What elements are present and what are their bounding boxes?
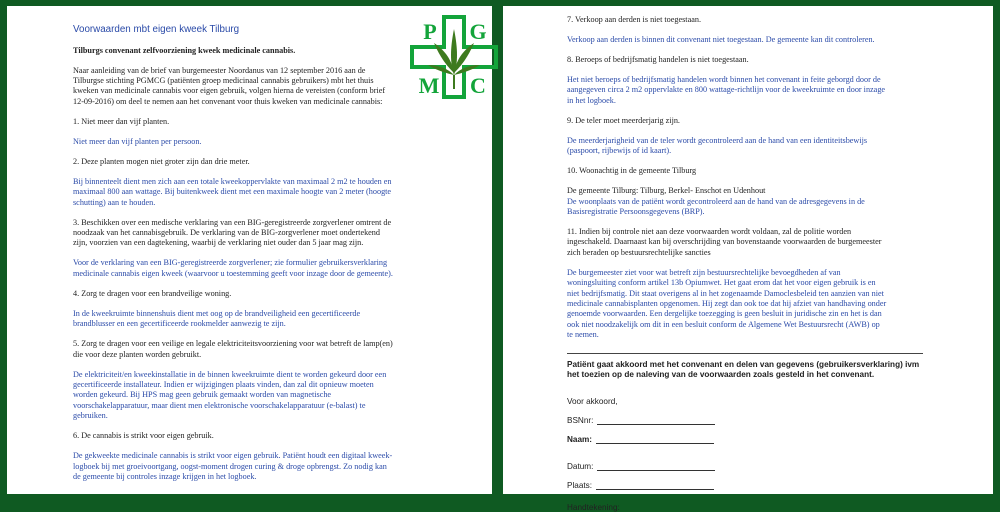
- condition-title: 6. De cannabis is strikt voor eigen gebruik.: [73, 431, 214, 441]
- document-page-right: [503, 6, 993, 512]
- condition-title-line: 11. Indien bij controle niet aan deze voorwaarden wordt voldaan, zal de politie worden: [567, 227, 852, 237]
- closing-line: medicinale cannabisplanten opgenomen. Hij zegt dan ook toe dat hij afziet van handhaving onder: [567, 299, 887, 309]
- condition-body-line: medicinale cannabis eigen kweek (waarvoor u toestemming geeft voor inzage door de gemeente).: [73, 268, 393, 278]
- datum-label: Datum:: [567, 461, 594, 471]
- condition-title-line: 5. Zorg te dragen voor een veilige en legale elektriciteitsvoorziening voor wat betreft de lamp(en): [73, 339, 393, 349]
- condition-title: 1. Niet meer dan vijf planten.: [73, 116, 170, 126]
- form-naam-row: [567, 425, 979, 444]
- document-page-left: [7, 6, 492, 494]
- condition-item-8: [567, 55, 979, 106]
- condition-body-line: gecertificeerde installateur. Indien er wijzigingen plaats vinden, dan zal dit opnieuw moeten: [73, 380, 374, 390]
- intro-line: 12-09-2016) om deel te nemen aan het convenant voor thuis kweken van medicinale cannabis:: [73, 96, 383, 106]
- condition-item-5: [73, 339, 478, 421]
- condition-body: [567, 75, 979, 106]
- condition-title-line: ingeschakeld. Daarnaast kan bij overschrijding van bovenstaande voorwaarden de burgemeester: [567, 237, 882, 247]
- document-heading: Voorwaarden mbt eigen kweek Tilburg: [73, 24, 240, 35]
- plaats-label: Plaats:: [567, 480, 593, 490]
- agreement-line: Patiënt gaat akkoord met het convenant en delen van gegevens (gebruikersverklaring) ivm: [567, 359, 920, 369]
- condition-body-line: aangegeven circa 2 m2 oppervlakte en 800 wattage-richtlijn voor de kweekruimte en door inzage: [567, 85, 886, 95]
- pgmc-cross-logo: [410, 15, 498, 99]
- closing-paragraph: [567, 268, 979, 341]
- intro-line: Tilburgse stichting PGMCG (patiënten groep medicinaal cannabis gebruikers) mbt het thuis: [73, 76, 374, 85]
- closing-line: ook niet noodzakelijk om dit in een besluit conform de Algemene Wet Bestuursrecht (AWB) op: [567, 319, 880, 329]
- intro-line: Naar aanleiding van de brief van burgemeester Noordanus van 12 september 2016 aan de: [73, 65, 366, 75]
- condition-title: 10. Woonachtig in de gemeente Tilburg: [567, 166, 697, 176]
- condition-title: 2. Deze planten mogen niet groter zijn dan drie meter.: [73, 156, 250, 166]
- condition-title: 4. Zorg te dragen voor een brandveilige woning.: [73, 288, 232, 298]
- condition-title: 7. Verkoop aan derden is niet toegestaan.: [567, 15, 701, 24]
- condition-body-line: De woonplaats van de patiënt wordt gecontroleerd aan de hand van de adresgegevens in de: [567, 196, 865, 206]
- condition-title-line: noodzaak van het cannabisgebruik. De verklaring van de BIG-zorgverlener moet ondertekend: [73, 228, 380, 238]
- condition-item-4: [73, 289, 478, 330]
- divider: [567, 353, 923, 354]
- condition-body: [73, 309, 478, 330]
- condition-item-2: [73, 157, 478, 208]
- bsn-field[interactable]: [597, 417, 715, 425]
- condition-item-1: [73, 117, 478, 147]
- condition-body: [73, 177, 478, 208]
- condition-title-line: zich beraden op bestuursrechtelijke sancties: [567, 247, 711, 257]
- condition-body-line: Het niet beroeps of bedrijfsmatig handelen wordt binnen het convenant in feite geborgd door de: [567, 75, 881, 84]
- condition-item-3: [73, 218, 478, 280]
- condition-body-line: gebruiken.: [73, 411, 108, 421]
- condition-title: 8. Beroeps of bedrijfsmatig handelen is niet toegestaan.: [567, 55, 749, 64]
- condition-body-line: logboek bij met groeivoortgang, oogst-moment drogen curing & droge opbrengst. Zo nodig kan: [73, 461, 387, 471]
- datum-field[interactable]: [597, 463, 715, 471]
- condition-item-10: [567, 166, 979, 217]
- form-handtekening-row: [567, 490, 979, 512]
- municipality-subtitle: De gemeente Tilburg: Tilburg, Berkel- Enschot en Udenhout: [567, 186, 766, 196]
- naam-field[interactable]: [596, 436, 714, 444]
- condition-body: [73, 370, 478, 422]
- condition-body-line: schutting) aan te houden.: [73, 197, 156, 207]
- voor-akkoord-label: Voor akkoord,: [567, 396, 618, 406]
- condition-body-line: In de kweekruimte binnenshuis dient met oog op de brandveiligheid een gecertificeerde: [73, 308, 361, 318]
- condition-body: Niet meer dan vijf planten per persoon.: [73, 136, 202, 146]
- condition-body: Verkoop aan derden is binnen dit convenant niet toegestaan. De gemeente kan dit controleren.: [567, 35, 875, 44]
- condition-body-line: Voor de verklaring van een BIG-geregistreerde zorgverlener; zie formulier gebruikersverklaring: [73, 258, 388, 268]
- handtekening-label: Handtekening:: [567, 502, 620, 512]
- condition-body-line: Bij binnenteelt dient men zich aan een totale kweekoppervlakte van maximaal 2 m2 te houden en: [73, 176, 392, 186]
- closing-line: woningsluiting conform artikel 13b Opiumwet. Het gaat erom dat het voor eigen gebruik is en: [567, 278, 876, 288]
- form-bsn-row: [567, 406, 979, 425]
- logo-letter-m: M: [418, 73, 440, 98]
- condition-body-line: de gemeente bij controles inzage krijgen in het logboek.: [73, 472, 257, 482]
- intro-line: kweken van medicinale cannabis voor eigen gebruik, volgen hierna de vereisten (conform brief: [73, 86, 386, 96]
- closing-line: genoemde voorwaarden. Een dergelijke toezegging is geen besluit in juridische zin en het is dan: [567, 309, 882, 319]
- condition-body: [73, 258, 478, 279]
- condition-item-9: [567, 116, 979, 157]
- condition-body-line: brandblusser en een gecertificeerde rookmelder aanwezig te zijn.: [73, 319, 286, 329]
- condition-item-11: [567, 227, 979, 258]
- condition-body: [567, 136, 979, 157]
- condition-title-line: 3. Beschikken over een medische verklaring van een BIG-geregistreerde zorgverlener omtrent de: [73, 217, 392, 227]
- condition-body-line: De meerderjarigheid van de teler wordt gecontroleerd aan de hand van een identiteitsbewijs: [567, 135, 868, 145]
- condition-body-line: voorschakelapparatuur, maar dient men elektronische voorschakelapparatuur (e-balast) te: [73, 400, 366, 410]
- condition-body-line: (paspoort, rijbewijs of id kaart).: [567, 146, 672, 156]
- condition-body-line: De gekweekte medicinale cannabis is strikt voor eigen gebruik. Patiënt houdt een digitaal kweek-: [73, 451, 393, 461]
- condition-body-line: worden gekeurd. Bij HPS mag geen gebruik gemaakt worden van magnetische: [73, 390, 332, 400]
- logo-letter-g: G: [469, 19, 487, 44]
- condition-item-7: [567, 15, 979, 45]
- condition-title: 9. De teler moet meerderjarig zijn.: [567, 115, 680, 125]
- bsn-label: BSNnr:: [567, 415, 594, 425]
- closing-line: niet bedrijfsmatig. Dit staat overigens al in het zogenaamde Damoclesbeleid ten aanzien van niet: [567, 288, 884, 298]
- condition-item-6: [73, 431, 478, 482]
- condition-body-line: maximaal 800 aan wattage. Bij buitenkweek dient met een maximale hoogte van 2 meter (hoogte: [73, 187, 392, 197]
- naam-label: Naam:: [567, 434, 593, 444]
- logo-letter-c: C: [470, 73, 486, 98]
- condition-title-line: die voor deze planten worden gebruikt.: [73, 349, 202, 359]
- condition-body-line: in het logboek.: [567, 95, 616, 105]
- condition-body-line: Basisregistratie Persoonsgegevens (BRP).: [567, 207, 705, 217]
- plaats-field[interactable]: [596, 482, 714, 490]
- document-subtitle: Tilburgs convenant zelfvoorziening kweek medicinale cannabis.: [73, 45, 296, 55]
- agreement-statement: [567, 360, 979, 381]
- condition-body-line: De elektriciteit/en kweekinstallatie in de binnen kweekruimte dient te worden gekeurd door een: [73, 369, 387, 379]
- closing-line: te nemen.: [567, 330, 599, 340]
- condition-title-line: zijn, voorzien van een dagtekening, waarbij de verklaring niet ouder dan 5 jaar mag zijn.: [73, 238, 364, 248]
- condition-body: [73, 451, 478, 482]
- form-datum-row: [567, 444, 979, 471]
- signature-form: [567, 381, 979, 512]
- form-plaats-row: [567, 471, 979, 490]
- closing-line: De burgemeester ziet voor wat betreft zijn bestuursrechtelijke bevoegdheden af van: [567, 267, 841, 277]
- agreement-line: het toezien op de naleving van de voorwaarden zoals gesteld in het convenant.: [567, 370, 875, 380]
- logo-letter-p: P: [423, 19, 437, 44]
- form-voor-akkoord: [567, 387, 979, 406]
